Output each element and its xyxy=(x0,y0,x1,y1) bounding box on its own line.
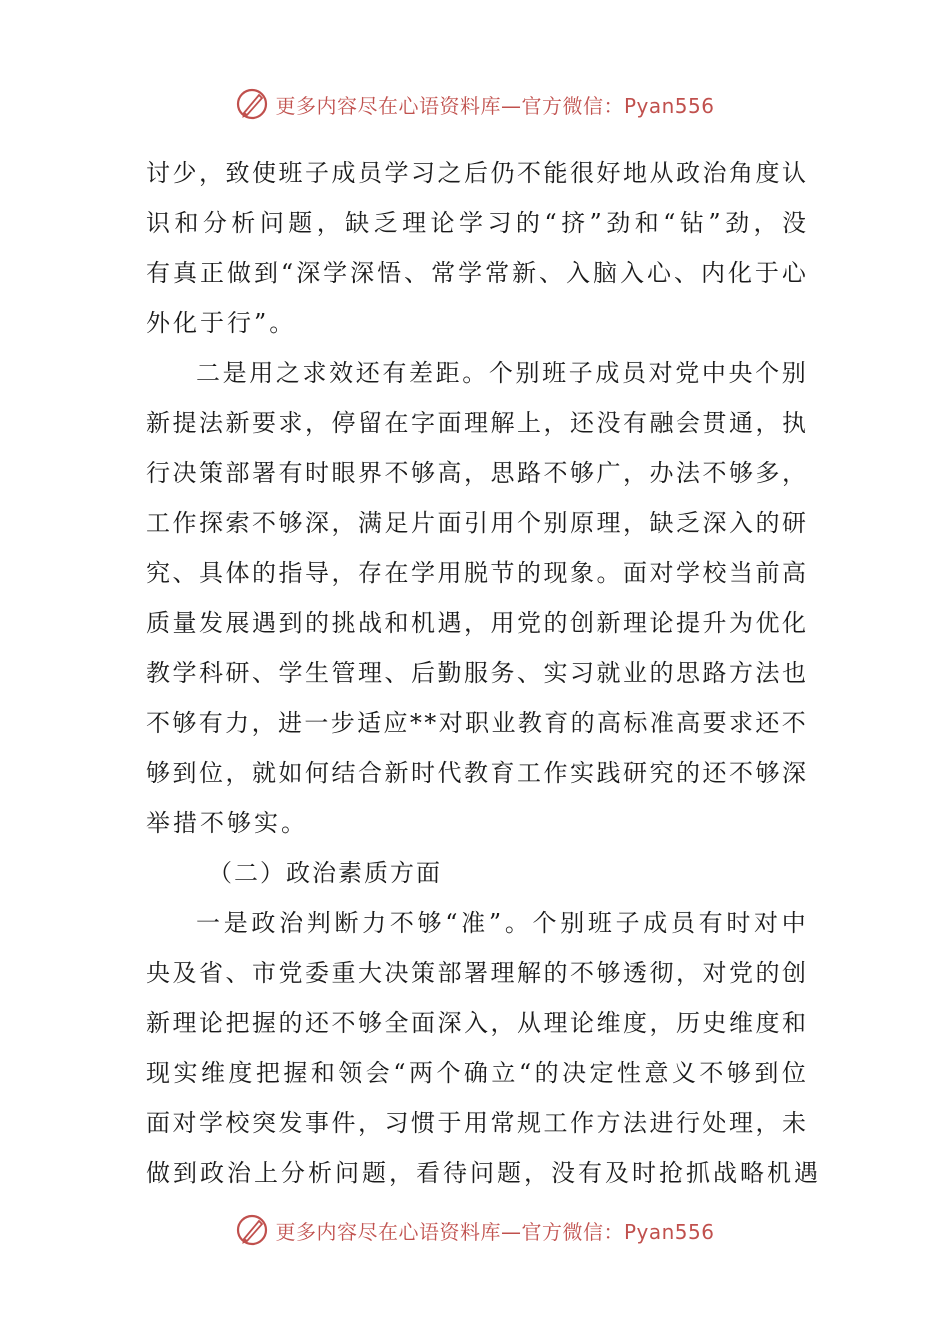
paragraph-line xyxy=(146,548,806,598)
paragraph-line: 举措不够实。 xyxy=(146,809,308,837)
watermark-text: 更多内容尽在心语资料库—官方微信：Pyan556 xyxy=(275,1219,715,1244)
paragraph-line xyxy=(146,198,806,248)
paragraph-line xyxy=(146,748,806,798)
line-text: 识 和 分 析 问 题 ， 缺 乏 理 论 学 习 的 “ 挤 ” 劲 和 “ 钻 ” 劲 ， 没 xyxy=(146,209,806,237)
line-text: 不 够 有 力 ， 进 一 步 适 应 * * 对 职 业 教 育 的 高 标 准 高 要 求 还 不 xyxy=(146,709,806,737)
line-text: 新 理 论 把 握 的 还 不 够 全 面 深 入 ， 从 理 论 维 度 ， 历 史 维 度 和 xyxy=(146,1009,806,1037)
paragraph-line xyxy=(146,898,806,948)
line-text: 二 是 用 之 求 效 还 有 差 距 。 个 别 班 子 成 员 对 党 中 央 个 别 xyxy=(196,359,806,387)
line-text: 工 作 探 索 不 够 深 ， 满 足 片 面 引 用 个 别 原 理 ， 缺 乏 深 入 的 研 xyxy=(146,509,806,537)
paragraph-line xyxy=(146,398,806,448)
paragraph-line xyxy=(146,598,806,648)
line-text: 讨 少 ， 致 使 班 子 成 员 学 习 之 后 仍 不 能 很 好 地 从 政 治 角 度 认 xyxy=(146,159,806,187)
paragraph-line xyxy=(146,948,806,998)
pen-logo-icon xyxy=(235,1213,269,1247)
watermark-text: 更多内容尽在心语资料库—官方微信：Pyan556 xyxy=(275,93,715,118)
paragraph-line xyxy=(146,648,806,698)
paragraph-line xyxy=(146,698,806,748)
section-heading: （二）政治素质方面 xyxy=(208,859,442,887)
paragraph-line xyxy=(146,448,806,498)
header-watermark xyxy=(0,84,950,124)
line-text: 有 真 正 做 到 “ 深 学 深 悟 、 常 学 常 新 、 入 脑 入 心 、 内 化 于 心 xyxy=(146,259,806,287)
pen-logo-icon xyxy=(235,87,269,121)
paragraph-line: 外化于行”。 xyxy=(146,309,297,337)
paragraph-line xyxy=(146,348,806,398)
line-text: 一 是 政 治 判 断 力 不 够 “ 准 ” 。 个 别 班 子 成 员 有 时 对 中 xyxy=(196,909,806,937)
line-text: 行 决 策 部 署 有 时 眼 界 不 够 高 ， 思 路 不 够 广 ， 办 法 不 够 多 ， xyxy=(146,459,806,487)
line-text: 现 实 维 度 把 握 和 领 会 “ 两 个 确 立 “ 的 决 定 性 意 义 不 够 到 位 xyxy=(146,1059,806,1087)
line-text: 央 及 省 、 市 党 委 重 大 决 策 部 署 理 解 的 不 够 透 彻 ， 对 党 的 创 xyxy=(146,959,806,987)
line-text: 教 学 科 研 、 学 生 管 理 、 后 勤 服 务 、 实 习 就 业 的 思 路 方 法 也 xyxy=(146,659,806,687)
paragraph-line: 做到政治上分析问题，看待问题，没有及时抢抓战略机遇 xyxy=(146,1159,821,1187)
document-body xyxy=(146,148,821,1198)
paragraph-line xyxy=(146,1048,806,1098)
paragraph-line xyxy=(146,1098,806,1148)
footer-watermark xyxy=(0,1210,950,1250)
line-text: 面 对 学 校 突 发 事 件 ， 习 惯 于 用 常 规 工 作 方 法 进 行 处 理 ， 未 xyxy=(146,1109,806,1137)
line-text: 究 、 具 体 的 指 导 ， 存 在 学 用 脱 节 的 现 象 。 面 对 学 校 当 前 高 xyxy=(146,559,806,587)
line-text: 够 到 位 ， 就 如 何 结 合 新 时 代 教 育 工 作 实 践 研 究 的 还 不 够 深 xyxy=(146,759,806,787)
paragraph-line xyxy=(146,998,806,1048)
paragraph-line xyxy=(146,498,806,548)
line-text: 质 量 发 展 遇 到 的 挑 战 和 机 遇 ， 用 党 的 创 新 理 论 提 升 为 优 化 xyxy=(146,609,806,637)
line-text: 新 提 法 新 要 求 ， 停 留 在 字 面 理 解 上 ， 还 没 有 融 会 贯 通 ， 执 xyxy=(146,409,806,437)
paragraph-line xyxy=(146,248,806,298)
paragraph-line xyxy=(146,148,806,198)
